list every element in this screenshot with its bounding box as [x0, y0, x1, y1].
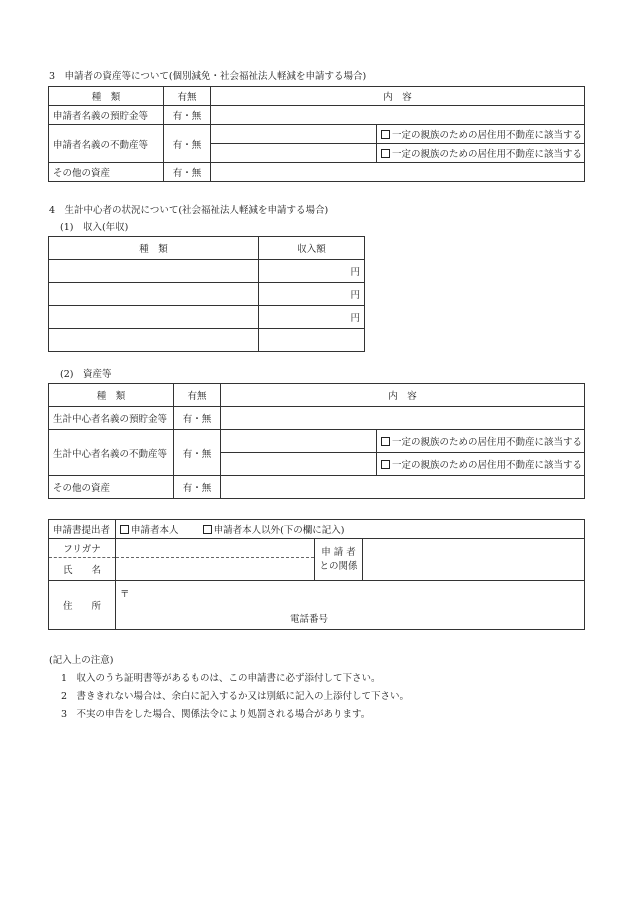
- content-cell[interactable]: [221, 407, 585, 430]
- row-type-label: 生計中心者名義の預貯金等: [49, 407, 174, 430]
- name-input[interactable]: [116, 558, 315, 581]
- furigana-label: フリガナ: [49, 539, 116, 558]
- relation-label: [315, 539, 363, 581]
- furigana-input[interactable]: [116, 539, 315, 558]
- income-amount-cell[interactable]: [259, 329, 365, 352]
- yesno-selector[interactable]: 有・無: [174, 430, 221, 476]
- section3-title: 3 申請者の資産等について(個別減免・社会福祉法人軽減を申請する場合): [49, 71, 367, 82]
- checkbox-icon[interactable]: [381, 130, 390, 139]
- option-other-label[interactable]: 申請者本人以外(下の欄に記入): [213, 525, 345, 536]
- header-type: 種 類: [49, 384, 174, 407]
- submitter-table: [48, 519, 585, 630]
- checkbox-other-icon[interactable]: [203, 525, 212, 534]
- content-cell[interactable]: [211, 163, 585, 182]
- header-yesno: 有無: [174, 384, 221, 407]
- content-cell[interactable]: [221, 430, 377, 453]
- table-row: [49, 407, 585, 430]
- income-table: [48, 236, 365, 352]
- row-type-label: 生計中心者名義の不動産等: [49, 430, 174, 476]
- checkbox-icon[interactable]: [381, 149, 390, 158]
- relation-label-line1: 申 請 者: [321, 546, 356, 558]
- checkbox-label: 一定の親族のための居住用不動産に該当する: [392, 437, 583, 448]
- header-content: 内 容: [221, 384, 585, 407]
- table-row: [49, 430, 585, 453]
- checkbox-label: 一定の親族のための居住用不動産に該当する: [392, 130, 583, 141]
- content-cell[interactable]: [221, 476, 585, 499]
- yesno-selector[interactable]: 有・無: [164, 125, 211, 163]
- row-type-label: 申請者名義の預貯金等: [49, 106, 164, 125]
- assets-subtitle: (2) 資産等: [60, 369, 112, 380]
- postal-mark: 〒: [120, 589, 130, 600]
- table-row: [49, 329, 365, 352]
- table-row: [49, 283, 365, 306]
- submitter-label: 申請書提出者: [49, 520, 116, 539]
- section4-title: 4 生計中心者の状況について(社会福祉法人軽減を申請する場合): [49, 205, 329, 216]
- assets-table: [48, 383, 585, 499]
- yesno-selector[interactable]: 有・無: [174, 476, 221, 499]
- income-type-cell[interactable]: [49, 306, 259, 329]
- content-cell[interactable]: [211, 125, 377, 144]
- income-type-cell[interactable]: [49, 283, 259, 306]
- checkbox-icon[interactable]: [381, 460, 390, 469]
- table-row: [49, 106, 585, 125]
- table-header-row: [49, 237, 365, 260]
- row-type-label: その他の資産: [49, 476, 174, 499]
- table-header-row: [49, 384, 585, 407]
- yesno-selector[interactable]: 有・無: [174, 407, 221, 430]
- checkbox-icon[interactable]: [381, 437, 390, 446]
- income-amount-cell[interactable]: 円: [259, 283, 365, 306]
- yesno-selector[interactable]: 有・無: [164, 106, 211, 125]
- header-amount: 収入額: [259, 237, 365, 260]
- table-row: [49, 476, 585, 499]
- table-row: [49, 125, 585, 144]
- submitter-row: [49, 520, 585, 539]
- address-label: 住 所: [49, 581, 116, 630]
- address-input[interactable]: [116, 581, 585, 630]
- relation-input[interactable]: [363, 539, 585, 581]
- header-type: 種 類: [49, 237, 259, 260]
- note-item: 1 収入のうち証明書等があるものは、この申請書に必ず添付して下さい。: [61, 673, 381, 684]
- income-amount-cell[interactable]: 円: [259, 306, 365, 329]
- notes: [49, 652, 409, 724]
- content-cell[interactable]: [221, 453, 377, 476]
- income-amount-cell[interactable]: 円: [259, 260, 365, 283]
- furigana-row: [49, 539, 585, 558]
- checkbox-label: 一定の親族のための居住用不動産に該当する: [392, 149, 583, 160]
- checkbox-residence[interactable]: [377, 125, 585, 144]
- table-row: [49, 260, 365, 283]
- notes-title: (記入上の注意): [49, 655, 114, 666]
- content-cell[interactable]: [211, 144, 377, 163]
- income-type-cell[interactable]: [49, 329, 259, 352]
- content-cell[interactable]: [211, 106, 585, 125]
- phone-label: 電話番号: [290, 614, 329, 625]
- address-row: [49, 581, 585, 630]
- header-type: 種 類: [49, 87, 164, 106]
- row-type-label: その他の資産: [49, 163, 164, 182]
- checkbox-residence[interactable]: [377, 453, 585, 476]
- name-label: 氏 名: [49, 558, 116, 581]
- table-row: [49, 163, 585, 182]
- note-item: 2 書ききれない場合は、余白に記入するか又は別紙に記入の上添付して下さい。: [61, 691, 410, 702]
- yesno-selector[interactable]: 有・無: [164, 163, 211, 182]
- section3-table: [48, 86, 585, 182]
- header-content: 内 容: [211, 87, 585, 106]
- checkbox-residence[interactable]: [377, 144, 585, 163]
- option-self-label[interactable]: 申請者本人: [131, 525, 179, 536]
- row-type-label: 申請者名義の不動産等: [49, 125, 164, 163]
- relation-label-line2: との関係: [319, 560, 358, 572]
- checkbox-self-icon[interactable]: [120, 525, 129, 534]
- note-item: 3 不実の申告をした場合、関係法令により処罰される場合があります。: [61, 709, 371, 720]
- income-subtitle: (1) 収入(年収): [60, 222, 129, 233]
- table-header-row: [49, 87, 585, 106]
- income-type-cell[interactable]: [49, 260, 259, 283]
- checkbox-label: 一定の親族のための居住用不動産に該当する: [392, 460, 583, 471]
- submitter-options: [116, 520, 585, 539]
- header-yesno: 有無: [164, 87, 211, 106]
- table-row: [49, 306, 365, 329]
- checkbox-residence[interactable]: [377, 430, 585, 453]
